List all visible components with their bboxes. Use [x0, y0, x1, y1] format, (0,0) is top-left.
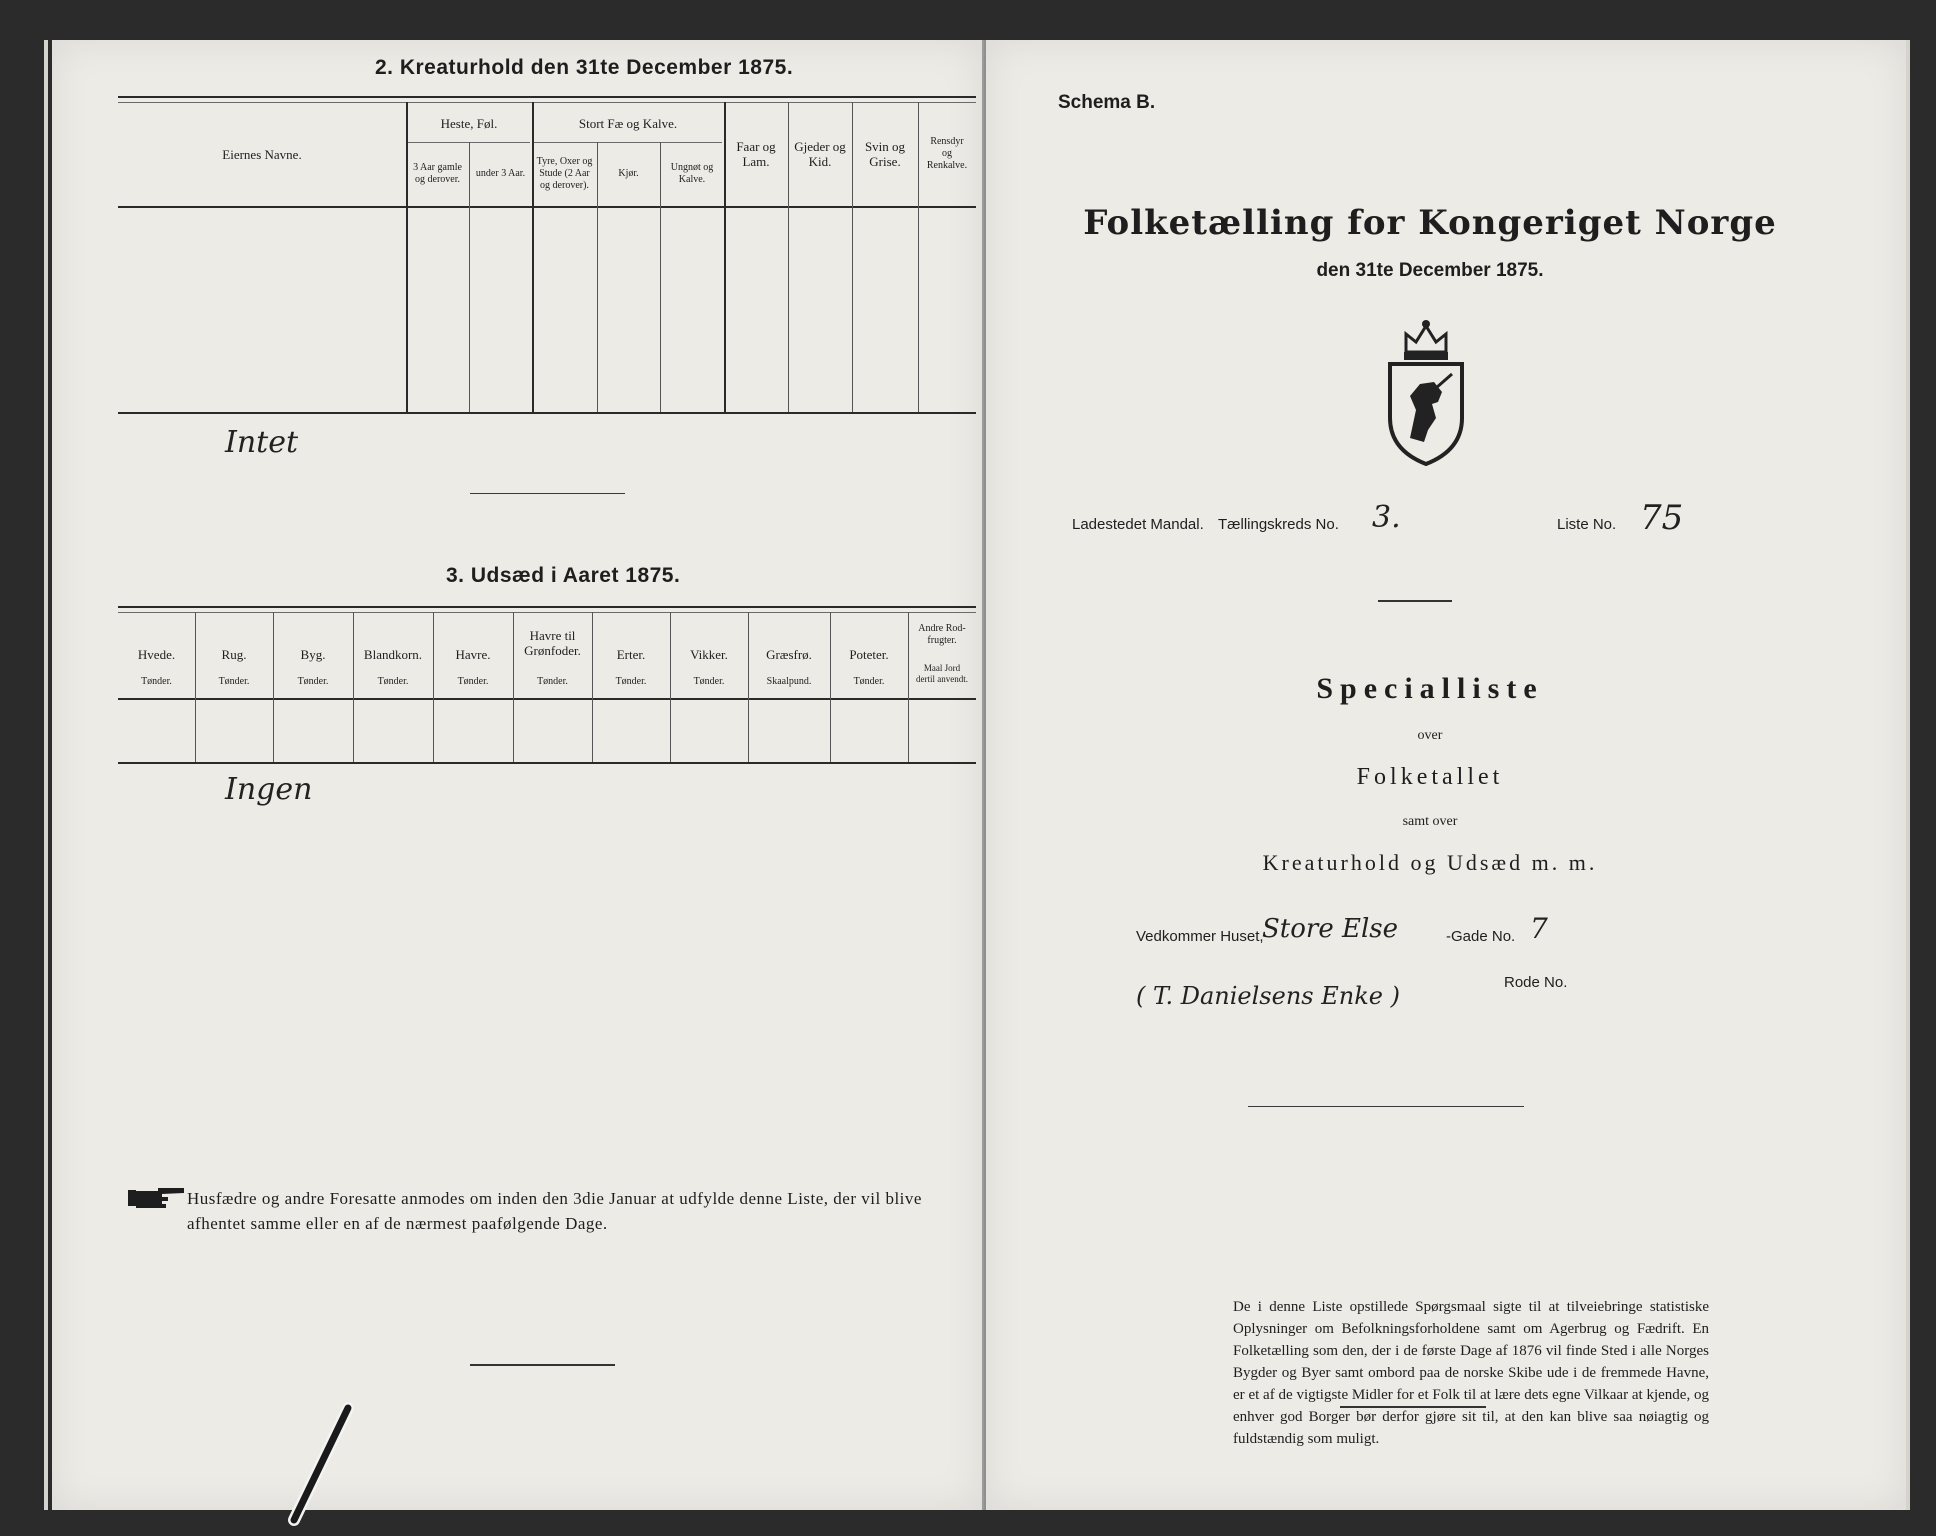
- col-poteter: Poteter.: [849, 646, 889, 662]
- col-havre: Havre.: [455, 646, 491, 662]
- col-blandkorn: Blandkorn.: [363, 646, 423, 662]
- folketallet-text: Folketallet: [1356, 764, 1504, 790]
- col-andre-rodfrugter: Andre Rod- frugter.: [918, 623, 966, 646]
- kreds-value: 3.: [1372, 500, 1401, 535]
- section2-title: 2. Kreaturhold den 31te December 1875.: [375, 56, 794, 79]
- col-blandkorn-unit: Tønder.: [377, 676, 409, 687]
- col-rug-unit: Tønder.: [218, 676, 250, 687]
- col-horses-under3: under 3 Aar.: [475, 168, 526, 179]
- owner-value: ( T. Danielsens Enke ): [1136, 982, 1400, 1010]
- section3-bottom-rule: [118, 762, 976, 764]
- ladested-label: Ladestedet Mandal.: [1072, 516, 1204, 533]
- section3-top-rule: [118, 606, 976, 608]
- col-erter-unit: Tønder.: [615, 676, 647, 687]
- gade-label: -Gade No.: [1446, 928, 1516, 945]
- coat-of-arms-icon: [1376, 318, 1476, 468]
- over-text: over: [1417, 728, 1443, 743]
- liste-label: Liste No.: [1557, 516, 1617, 533]
- schema-label: Schema B.: [1058, 92, 1156, 113]
- section3-title: 3. Udsæd i Aaret 1875.: [446, 564, 681, 587]
- section3-top-rule-2: [118, 612, 976, 613]
- left-page: [52, 40, 984, 1510]
- col-vikker-unit: Tønder.: [693, 676, 725, 687]
- col-sheep: Faar og Lam.: [736, 139, 776, 169]
- ink-dash-line: [470, 493, 625, 494]
- handwriting-ingen: Ingen: [225, 772, 313, 807]
- col-hvede: Hvede.: [137, 646, 176, 662]
- col-havre-unit: Tønder.: [457, 676, 489, 687]
- col-poteter-unit: Tønder.: [853, 676, 885, 687]
- samt-over-text: samt over: [1402, 814, 1458, 829]
- right-divider-long: [1248, 1106, 1524, 1107]
- col-pigs: Svin og Grise.: [864, 139, 906, 169]
- section2-header-rule: [118, 206, 976, 208]
- col-hvede-unit: Tønder.: [141, 676, 172, 687]
- col-graesfro: Græsfrø.: [766, 646, 812, 662]
- col-cattle-young: Ungnøt og Kalve.: [670, 162, 714, 185]
- notice-text: Husfædre og andre Foresatte anmodes om inden den 3die Januar at udfylde denne Liste, der vil blive afhentet samme eller en af de nærmest paafølgende Dage.: [187, 1189, 922, 1233]
- col-havre-gronfoder-unit: Tønder.: [537, 676, 568, 687]
- left-page-edge: [44, 40, 48, 1510]
- kreaturhold-text: Kreaturhold og Udsæd m. m.: [1262, 850, 1598, 875]
- pointing-hand-icon: [128, 1186, 186, 1210]
- section2-bottom-rule: [118, 412, 976, 414]
- section3-header-rule: [118, 698, 976, 700]
- col-horses-group: Heste, Føl.: [440, 115, 498, 131]
- section2-top-rule: [118, 96, 976, 98]
- specialliste-title: Specialliste: [1316, 672, 1544, 705]
- explanatory-text: De i denne Liste opstillede Spørgsmaal sigte til at tilveiebringe statistiske Oplysninger om Befolkningsforholdene samt om Agerbrug og Fædrift. En Folketælling som den, der i de første Dage af 1876 vil finde Sted i alle Norges Bygder og Byer samt ombord paa de norske Skibe ude i de fremmede Havne, er et af de vigtigste Midler for et Folk til at lære dets egne Vilkaar at kjende, og enhver god Borger bør derfor gjøre sit til, at den kan blive saa nøiagtig og fuldstændig som muligt.: [1233, 1299, 1709, 1447]
- vedkommer-label: Vedkommer Huset,: [1136, 928, 1264, 945]
- liste-value: 75: [1640, 498, 1684, 538]
- pen-icon: [280, 1400, 360, 1530]
- census-date: den 31te December 1875.: [1316, 260, 1544, 281]
- col-reindeer: Rensdyr og Renkalve.: [926, 136, 968, 171]
- col-havre-gronfoder: Havre til Grønfoder.: [524, 628, 581, 658]
- col-cattle-group: Stort Fæ og Kalve.: [578, 115, 678, 131]
- col-goats: Gjeder og Kid.: [794, 139, 846, 169]
- kreds-label: Tællingskreds No.: [1218, 516, 1339, 533]
- col-vikker: Vikker.: [690, 646, 728, 662]
- col-horses-3yr: 3 Aar gamle og derover.: [413, 162, 462, 185]
- col-owner-names: Eiernes Navne.: [222, 146, 302, 162]
- col-andre-rodfrugter-unit: Maal Jord dertil anvendt.: [916, 663, 968, 684]
- handwriting-intet: Intet: [225, 425, 299, 460]
- gade-value: 7: [1530, 912, 1548, 945]
- right-divider-short: [1378, 600, 1452, 602]
- huset-value: Store Else: [1262, 914, 1399, 944]
- col-byg-unit: Tønder.: [297, 676, 329, 687]
- col-rug: Rug.: [221, 646, 247, 662]
- col-cattle-cows: Kjør.: [618, 168, 639, 179]
- right-page-edge: [1906, 40, 1910, 1510]
- rode-label: Rode No.: [1504, 974, 1568, 991]
- col-graesfro-unit: Skaalpund.: [766, 676, 812, 687]
- col-erter: Erter.: [616, 646, 646, 662]
- right-closing-rule: [1340, 1406, 1486, 1408]
- col-cattle-bulls: Tyre, Oxer og Stude (2 Aar og derover).: [536, 156, 593, 191]
- census-title: Folketælling for Kongeriget Norge: [1083, 203, 1777, 243]
- col-byg: Byg.: [300, 646, 326, 662]
- left-closing-rule: [470, 1364, 615, 1366]
